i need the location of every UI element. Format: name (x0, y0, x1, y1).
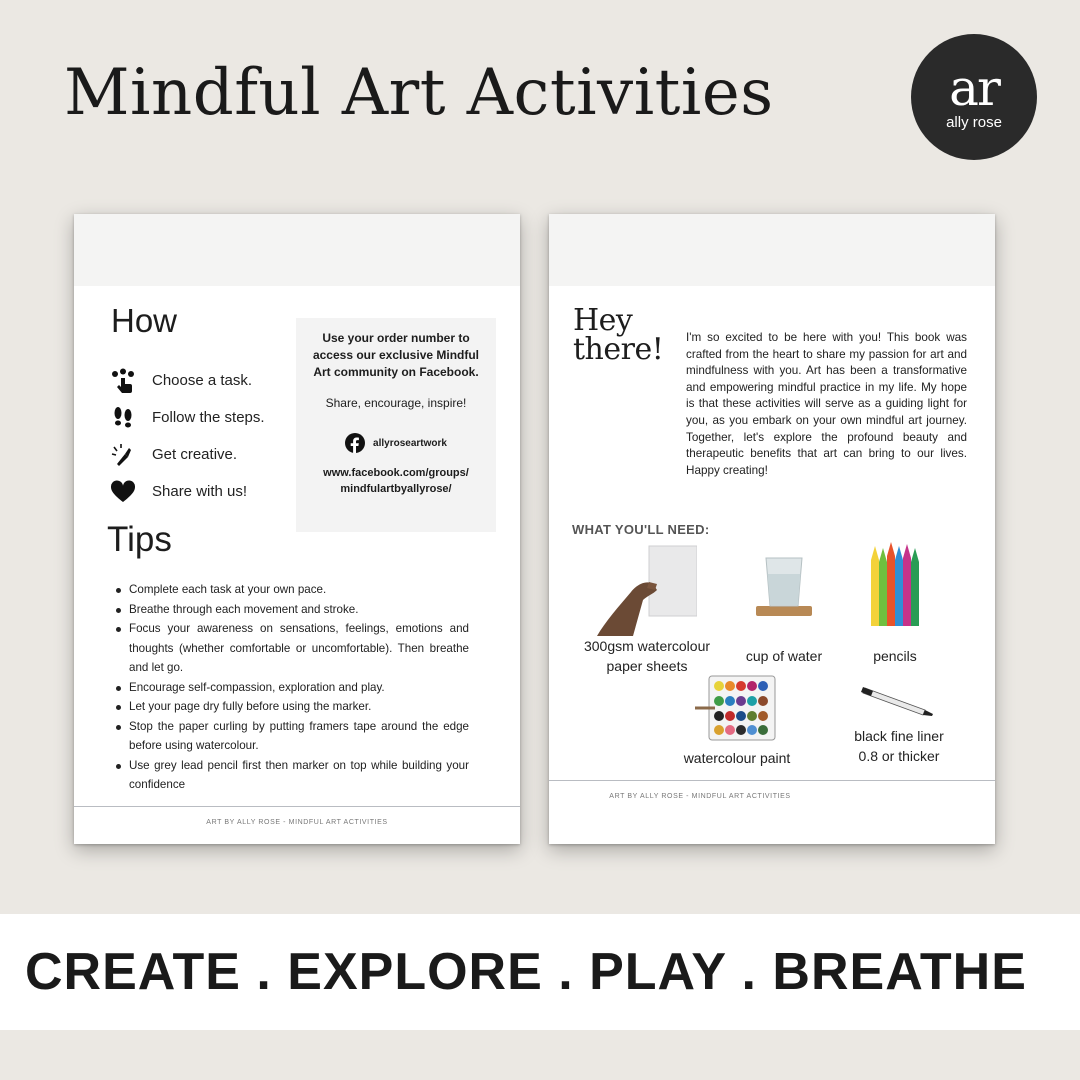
how-step-label: Follow the steps. (152, 409, 265, 426)
supply-label: watercolour paint (683, 750, 791, 766)
tip-item: Use grey lead pencil first then marker on top while building your confidence (114, 756, 469, 795)
tagline: CREATE . EXPLORE . PLAY . BREATHE (25, 943, 1027, 1001)
how-steps-list (108, 362, 265, 510)
tagline-band (0, 914, 1080, 1030)
tip-item: Stop the paper curling by putting framers tape around the edge before using watercolour. (114, 717, 469, 756)
heading-line: there! (573, 332, 664, 367)
supply-label: pencils (873, 648, 917, 664)
supply-pencils (845, 542, 945, 666)
tips-heading: Tips (107, 520, 172, 559)
logo-name: ally rose (946, 113, 1002, 131)
supply-paper (567, 544, 727, 676)
tip-item: Encourage self-compassion, exploration and play. (114, 678, 469, 698)
tips-list (114, 580, 469, 795)
facebook-handle-text: allyroseartwork (373, 437, 447, 449)
supply-label: 300gsm watercolour (583, 638, 711, 654)
hey-there-heading (573, 303, 683, 367)
promo-main-text: Use your order number to access our exclusive Mindful Art community on Facebook. (312, 331, 480, 379)
supplies-heading: WHAT YOU'LL NEED: (572, 522, 710, 537)
logo-mark: ar (949, 58, 999, 117)
tip-item: Complete each task at your own pace. (114, 580, 469, 600)
how-step (108, 436, 265, 473)
brush-spark-icon (108, 442, 138, 468)
fine-liner-pen-icon (861, 684, 937, 720)
footprints-icon (108, 405, 138, 431)
how-heading: How (111, 302, 178, 339)
how-step (108, 399, 265, 436)
how-step-label: Choose a task. (152, 372, 253, 389)
intro-paragraph: I'm so excited to be here with you! This book was crafted from the heart to share my passion for art and mindfulness with you. Art has been a transformative and empowering mindful practice in my life. My hope is that these activities will serve as a guiding light for you, as you embark on your own mindful art journey. Together, let's explore the profound beauty and therapeutic benefits that art can bring to our lives. Happy creating! (686, 331, 967, 477)
facebook-icon (345, 433, 365, 453)
how-step (108, 473, 265, 510)
footer-divider (74, 806, 520, 807)
how-step-label: Share with us! (152, 483, 248, 500)
page-header-band (549, 214, 995, 286)
supply-label: 0.8 or thicker (858, 748, 940, 764)
supply-water (729, 554, 839, 666)
paper-sheet-icon (597, 544, 697, 636)
footer-divider (549, 780, 995, 781)
right-page-preview (549, 214, 995, 844)
page-header-band (74, 214, 520, 286)
brand-logo (911, 34, 1037, 160)
paint-palette-icon (695, 674, 779, 742)
left-page-preview (74, 214, 520, 844)
heading-line: Hey (573, 303, 633, 338)
promo-subtext: Share, encourage, inspire! (325, 396, 467, 410)
supply-fine-liner (834, 684, 964, 766)
how-step (108, 362, 265, 399)
page-footer: ART BY ALLY ROSE - MINDFUL ART ACTIVITIES (609, 793, 791, 800)
water-glass-icon (752, 554, 816, 620)
page-footer: ART BY ALLY ROSE - MINDFUL ART ACTIVITIES (206, 819, 388, 826)
tip-item: Breathe through each movement and stroke. (114, 600, 469, 620)
supply-label: paper sheets (606, 658, 688, 674)
supply-paint (667, 674, 807, 768)
supply-label: cup of water (745, 648, 823, 664)
hand-pointer-icon (108, 368, 138, 394)
main-title: Mindful Art Activities (64, 56, 774, 130)
heart-icon (108, 479, 138, 505)
facebook-handle (296, 433, 496, 453)
tip-item: Focus your awareness on sensations, feelings, emotions and thoughts (whether comfortable or uncomfortable). Then breathe and let go. (114, 619, 469, 678)
how-step-label: Get creative. (152, 446, 238, 463)
colored-pencils-icon (865, 542, 925, 628)
supply-label: black fine liner (854, 728, 944, 744)
community-promo-box (296, 318, 496, 532)
tip-item: Let your page dry fully before using the marker. (114, 697, 469, 717)
url-line: mindfulartbyallyrose/ (340, 483, 452, 495)
url-line: www.facebook.com/groups/ (323, 467, 469, 479)
facebook-group-url (296, 465, 496, 497)
